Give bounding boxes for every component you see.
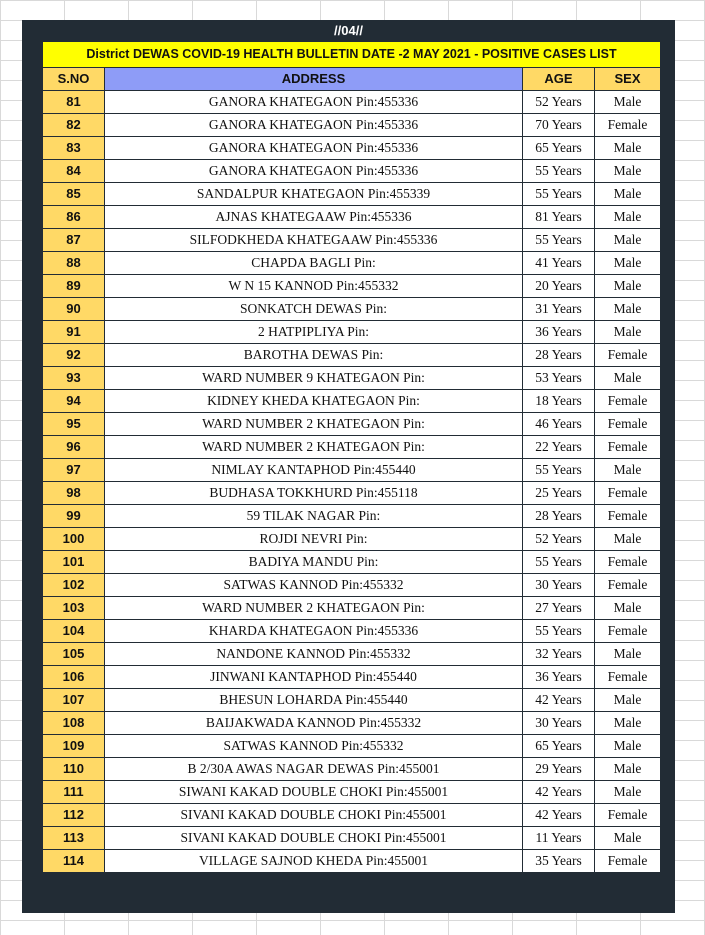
cell-age: 20 Years bbox=[523, 275, 595, 298]
table-row bbox=[43, 620, 661, 643]
cell-sex: Male bbox=[595, 183, 661, 206]
cell-address: SONKATCH DEWAS Pin: bbox=[105, 298, 523, 321]
cell-address: 59 TILAK NAGAR Pin: bbox=[105, 505, 523, 528]
column-header-address: ADDRESS bbox=[105, 68, 523, 91]
cell-sex: Male bbox=[595, 137, 661, 160]
cell-sno: 86 bbox=[43, 206, 105, 229]
cell-age: 30 Years bbox=[523, 712, 595, 735]
cell-sno: 96 bbox=[43, 436, 105, 459]
cell-sno: 100 bbox=[43, 528, 105, 551]
cell-address: BADIYA MANDU Pin: bbox=[105, 551, 523, 574]
cell-address: WARD NUMBER 2 KHATEGAON Pin: bbox=[105, 436, 523, 459]
cell-age: 42 Years bbox=[523, 804, 595, 827]
cell-address: SIVANI KAKAD DOUBLE CHOKI Pin:455001 bbox=[105, 804, 523, 827]
table-row bbox=[43, 298, 661, 321]
cell-sex: Female bbox=[595, 482, 661, 505]
cell-age: 65 Years bbox=[523, 735, 595, 758]
table-row bbox=[43, 758, 661, 781]
cell-sno: 110 bbox=[43, 758, 105, 781]
cell-age: 55 Years bbox=[523, 183, 595, 206]
table-row bbox=[43, 574, 661, 597]
table-row bbox=[43, 505, 661, 528]
cell-address: SIWANI KAKAD DOUBLE CHOKI Pin:455001 bbox=[105, 781, 523, 804]
cell-age: 55 Years bbox=[523, 551, 595, 574]
cell-sex: Female bbox=[595, 505, 661, 528]
cell-address: W N 15 KANNOD Pin:455332 bbox=[105, 275, 523, 298]
cell-sno: 102 bbox=[43, 574, 105, 597]
cell-sno: 113 bbox=[43, 827, 105, 850]
cell-age: 18 Years bbox=[523, 390, 595, 413]
table-row bbox=[43, 390, 661, 413]
cell-age: 46 Years bbox=[523, 413, 595, 436]
table-row bbox=[43, 229, 661, 252]
cell-sno: 108 bbox=[43, 712, 105, 735]
cell-sno: 82 bbox=[43, 114, 105, 137]
cell-sex: Female bbox=[595, 436, 661, 459]
cell-address: B 2/30A AWAS NAGAR DEWAS Pin:455001 bbox=[105, 758, 523, 781]
cell-sno: 97 bbox=[43, 459, 105, 482]
cell-address: GANORA KHATEGAON Pin:455336 bbox=[105, 137, 523, 160]
table-row bbox=[43, 367, 661, 390]
cell-sno: 106 bbox=[43, 666, 105, 689]
table-row bbox=[43, 413, 661, 436]
cell-sno: 84 bbox=[43, 160, 105, 183]
table-row bbox=[43, 344, 661, 367]
cell-sno: 111 bbox=[43, 781, 105, 804]
cell-address: VILLAGE SAJNOD KHEDA Pin:455001 bbox=[105, 850, 523, 873]
cell-sex: Female bbox=[595, 666, 661, 689]
cell-sno: 99 bbox=[43, 505, 105, 528]
bulletin-title: District DEWAS COVID-19 HEALTH BULLETIN DATE -2 MAY 2021 - POSITIVE CASES LIST bbox=[43, 42, 661, 68]
cell-sno: 81 bbox=[43, 91, 105, 114]
table-row bbox=[43, 689, 661, 712]
cell-address: GANORA KHATEGAON Pin:455336 bbox=[105, 160, 523, 183]
cell-sex: Male bbox=[595, 252, 661, 275]
table-row bbox=[43, 436, 661, 459]
cell-sno: 93 bbox=[43, 367, 105, 390]
cell-sex: Male bbox=[595, 528, 661, 551]
cell-age: 55 Years bbox=[523, 459, 595, 482]
cell-address: WARD NUMBER 9 KHATEGAON Pin: bbox=[105, 367, 523, 390]
cell-age: 52 Years bbox=[523, 528, 595, 551]
cell-address: AJNAS KHATEGAAW Pin:455336 bbox=[105, 206, 523, 229]
cell-address: CHAPDA BAGLI Pin: bbox=[105, 252, 523, 275]
cell-age: 32 Years bbox=[523, 643, 595, 666]
cell-sno: 114 bbox=[43, 850, 105, 873]
cell-address: NIMLAY KANTAPHOD Pin:455440 bbox=[105, 459, 523, 482]
cell-address: SATWAS KANNOD Pin:455332 bbox=[105, 735, 523, 758]
header-row bbox=[43, 68, 661, 91]
cell-sex: Female bbox=[595, 574, 661, 597]
cell-sno: 98 bbox=[43, 482, 105, 505]
table-row bbox=[43, 666, 661, 689]
cell-sno: 101 bbox=[43, 551, 105, 574]
cell-sno: 104 bbox=[43, 620, 105, 643]
table-row bbox=[43, 804, 661, 827]
page-marker: //04// bbox=[334, 23, 363, 38]
cell-age: 70 Years bbox=[523, 114, 595, 137]
cell-sno: 90 bbox=[43, 298, 105, 321]
cell-sex: Male bbox=[595, 758, 661, 781]
cell-age: 55 Years bbox=[523, 229, 595, 252]
table-body bbox=[43, 91, 661, 873]
cell-address: KHARDA KHATEGAON Pin:455336 bbox=[105, 620, 523, 643]
cell-address: BAIJAKWADA KANNOD Pin:455332 bbox=[105, 712, 523, 735]
cell-age: 29 Years bbox=[523, 758, 595, 781]
cell-sno: 94 bbox=[43, 390, 105, 413]
table-row bbox=[43, 206, 661, 229]
cell-age: 42 Years bbox=[523, 781, 595, 804]
cell-sno: 87 bbox=[43, 229, 105, 252]
cell-sex: Male bbox=[595, 712, 661, 735]
cell-age: 55 Years bbox=[523, 620, 595, 643]
cell-age: 36 Years bbox=[523, 666, 595, 689]
cell-age: 65 Years bbox=[523, 137, 595, 160]
cell-age: 53 Years bbox=[523, 367, 595, 390]
cell-sno: 105 bbox=[43, 643, 105, 666]
table-row bbox=[43, 91, 661, 114]
table-row bbox=[43, 643, 661, 666]
cell-sex: Male bbox=[595, 91, 661, 114]
cell-address: SIVANI KAKAD DOUBLE CHOKI Pin:455001 bbox=[105, 827, 523, 850]
cell-age: 31 Years bbox=[523, 298, 595, 321]
table-row bbox=[43, 137, 661, 160]
cell-address: JINWANI KANTAPHOD Pin:455440 bbox=[105, 666, 523, 689]
cell-age: 28 Years bbox=[523, 505, 595, 528]
cell-address: NANDONE KANNOD Pin:455332 bbox=[105, 643, 523, 666]
table-row bbox=[43, 321, 661, 344]
cell-sex: Female bbox=[595, 850, 661, 873]
table-row bbox=[43, 482, 661, 505]
table-row bbox=[43, 528, 661, 551]
cell-sex: Male bbox=[595, 229, 661, 252]
cell-sno: 88 bbox=[43, 252, 105, 275]
cell-age: 52 Years bbox=[523, 91, 595, 114]
cell-age: 35 Years bbox=[523, 850, 595, 873]
cell-sno: 91 bbox=[43, 321, 105, 344]
cell-sex: Female bbox=[595, 390, 661, 413]
cell-sex: Male bbox=[595, 298, 661, 321]
cell-sex: Male bbox=[595, 367, 661, 390]
cell-sex: Male bbox=[595, 827, 661, 850]
cases-table bbox=[42, 41, 661, 873]
cell-age: 42 Years bbox=[523, 689, 595, 712]
table-row bbox=[43, 183, 661, 206]
cell-sno: 103 bbox=[43, 597, 105, 620]
cell-age: 41 Years bbox=[523, 252, 595, 275]
cell-sno: 92 bbox=[43, 344, 105, 367]
cell-sex: Female bbox=[595, 413, 661, 436]
cell-address: SATWAS KANNOD Pin:455332 bbox=[105, 574, 523, 597]
cell-address: 2 HATPIPLIYA Pin: bbox=[105, 321, 523, 344]
cell-age: 28 Years bbox=[523, 344, 595, 367]
cell-sno: 83 bbox=[43, 137, 105, 160]
table-row bbox=[43, 712, 661, 735]
cell-sno: 85 bbox=[43, 183, 105, 206]
cell-sno: 112 bbox=[43, 804, 105, 827]
cell-age: 81 Years bbox=[523, 206, 595, 229]
cell-sex: Male bbox=[595, 735, 661, 758]
table-row bbox=[43, 114, 661, 137]
cell-age: 11 Years bbox=[523, 827, 595, 850]
cell-sex: Female bbox=[595, 114, 661, 137]
cell-address: WARD NUMBER 2 KHATEGAON Pin: bbox=[105, 597, 523, 620]
table-row bbox=[43, 781, 661, 804]
title-row bbox=[43, 42, 661, 68]
table-row bbox=[43, 735, 661, 758]
cell-sno: 89 bbox=[43, 275, 105, 298]
cell-age: 27 Years bbox=[523, 597, 595, 620]
cell-sex: Male bbox=[595, 275, 661, 298]
cell-sex: Male bbox=[595, 321, 661, 344]
cell-age: 25 Years bbox=[523, 482, 595, 505]
cell-sno: 107 bbox=[43, 689, 105, 712]
cell-sex: Female bbox=[595, 620, 661, 643]
cell-address: ROJDI NEVRI Pin: bbox=[105, 528, 523, 551]
table-row bbox=[43, 551, 661, 574]
cell-age: 22 Years bbox=[523, 436, 595, 459]
bulletin-frame bbox=[22, 20, 675, 913]
cell-sno: 109 bbox=[43, 735, 105, 758]
cell-sex: Male bbox=[595, 781, 661, 804]
table-row bbox=[43, 252, 661, 275]
cell-age: 30 Years bbox=[523, 574, 595, 597]
cell-sex: Male bbox=[595, 689, 661, 712]
column-header-sno: S.NO bbox=[43, 68, 105, 91]
cell-address: GANORA KHATEGAON Pin:455336 bbox=[105, 91, 523, 114]
cell-sex: Male bbox=[595, 206, 661, 229]
cell-age: 55 Years bbox=[523, 160, 595, 183]
column-header-sex: SEX bbox=[595, 68, 661, 91]
cell-sex: Male bbox=[595, 597, 661, 620]
table-row bbox=[43, 459, 661, 482]
cell-address: GANORA KHATEGAON Pin:455336 bbox=[105, 114, 523, 137]
cell-sex: Male bbox=[595, 160, 661, 183]
table-row bbox=[43, 850, 661, 873]
table-row bbox=[43, 160, 661, 183]
cell-address: BAROTHA DEWAS Pin: bbox=[105, 344, 523, 367]
cell-sex: Female bbox=[595, 804, 661, 827]
column-header-age: AGE bbox=[523, 68, 595, 91]
table-row bbox=[43, 597, 661, 620]
cell-sex: Female bbox=[595, 551, 661, 574]
cell-sex: Male bbox=[595, 643, 661, 666]
cell-sex: Female bbox=[595, 344, 661, 367]
cell-sex: Male bbox=[595, 459, 661, 482]
table-row bbox=[43, 275, 661, 298]
cell-address: KIDNEY KHEDA KHATEGAON Pin: bbox=[105, 390, 523, 413]
cell-sno: 95 bbox=[43, 413, 105, 436]
table-row bbox=[43, 827, 661, 850]
cell-age: 36 Years bbox=[523, 321, 595, 344]
cell-address: SANDALPUR KHATEGAON Pin:455339 bbox=[105, 183, 523, 206]
cell-address: BUDHASA TOKKHURD Pin:455118 bbox=[105, 482, 523, 505]
cell-address: BHESUN LOHARDA Pin:455440 bbox=[105, 689, 523, 712]
cell-address: SILFODKHEDA KHATEGAAW Pin:455336 bbox=[105, 229, 523, 252]
cell-address: WARD NUMBER 2 KHATEGAON Pin: bbox=[105, 413, 523, 436]
